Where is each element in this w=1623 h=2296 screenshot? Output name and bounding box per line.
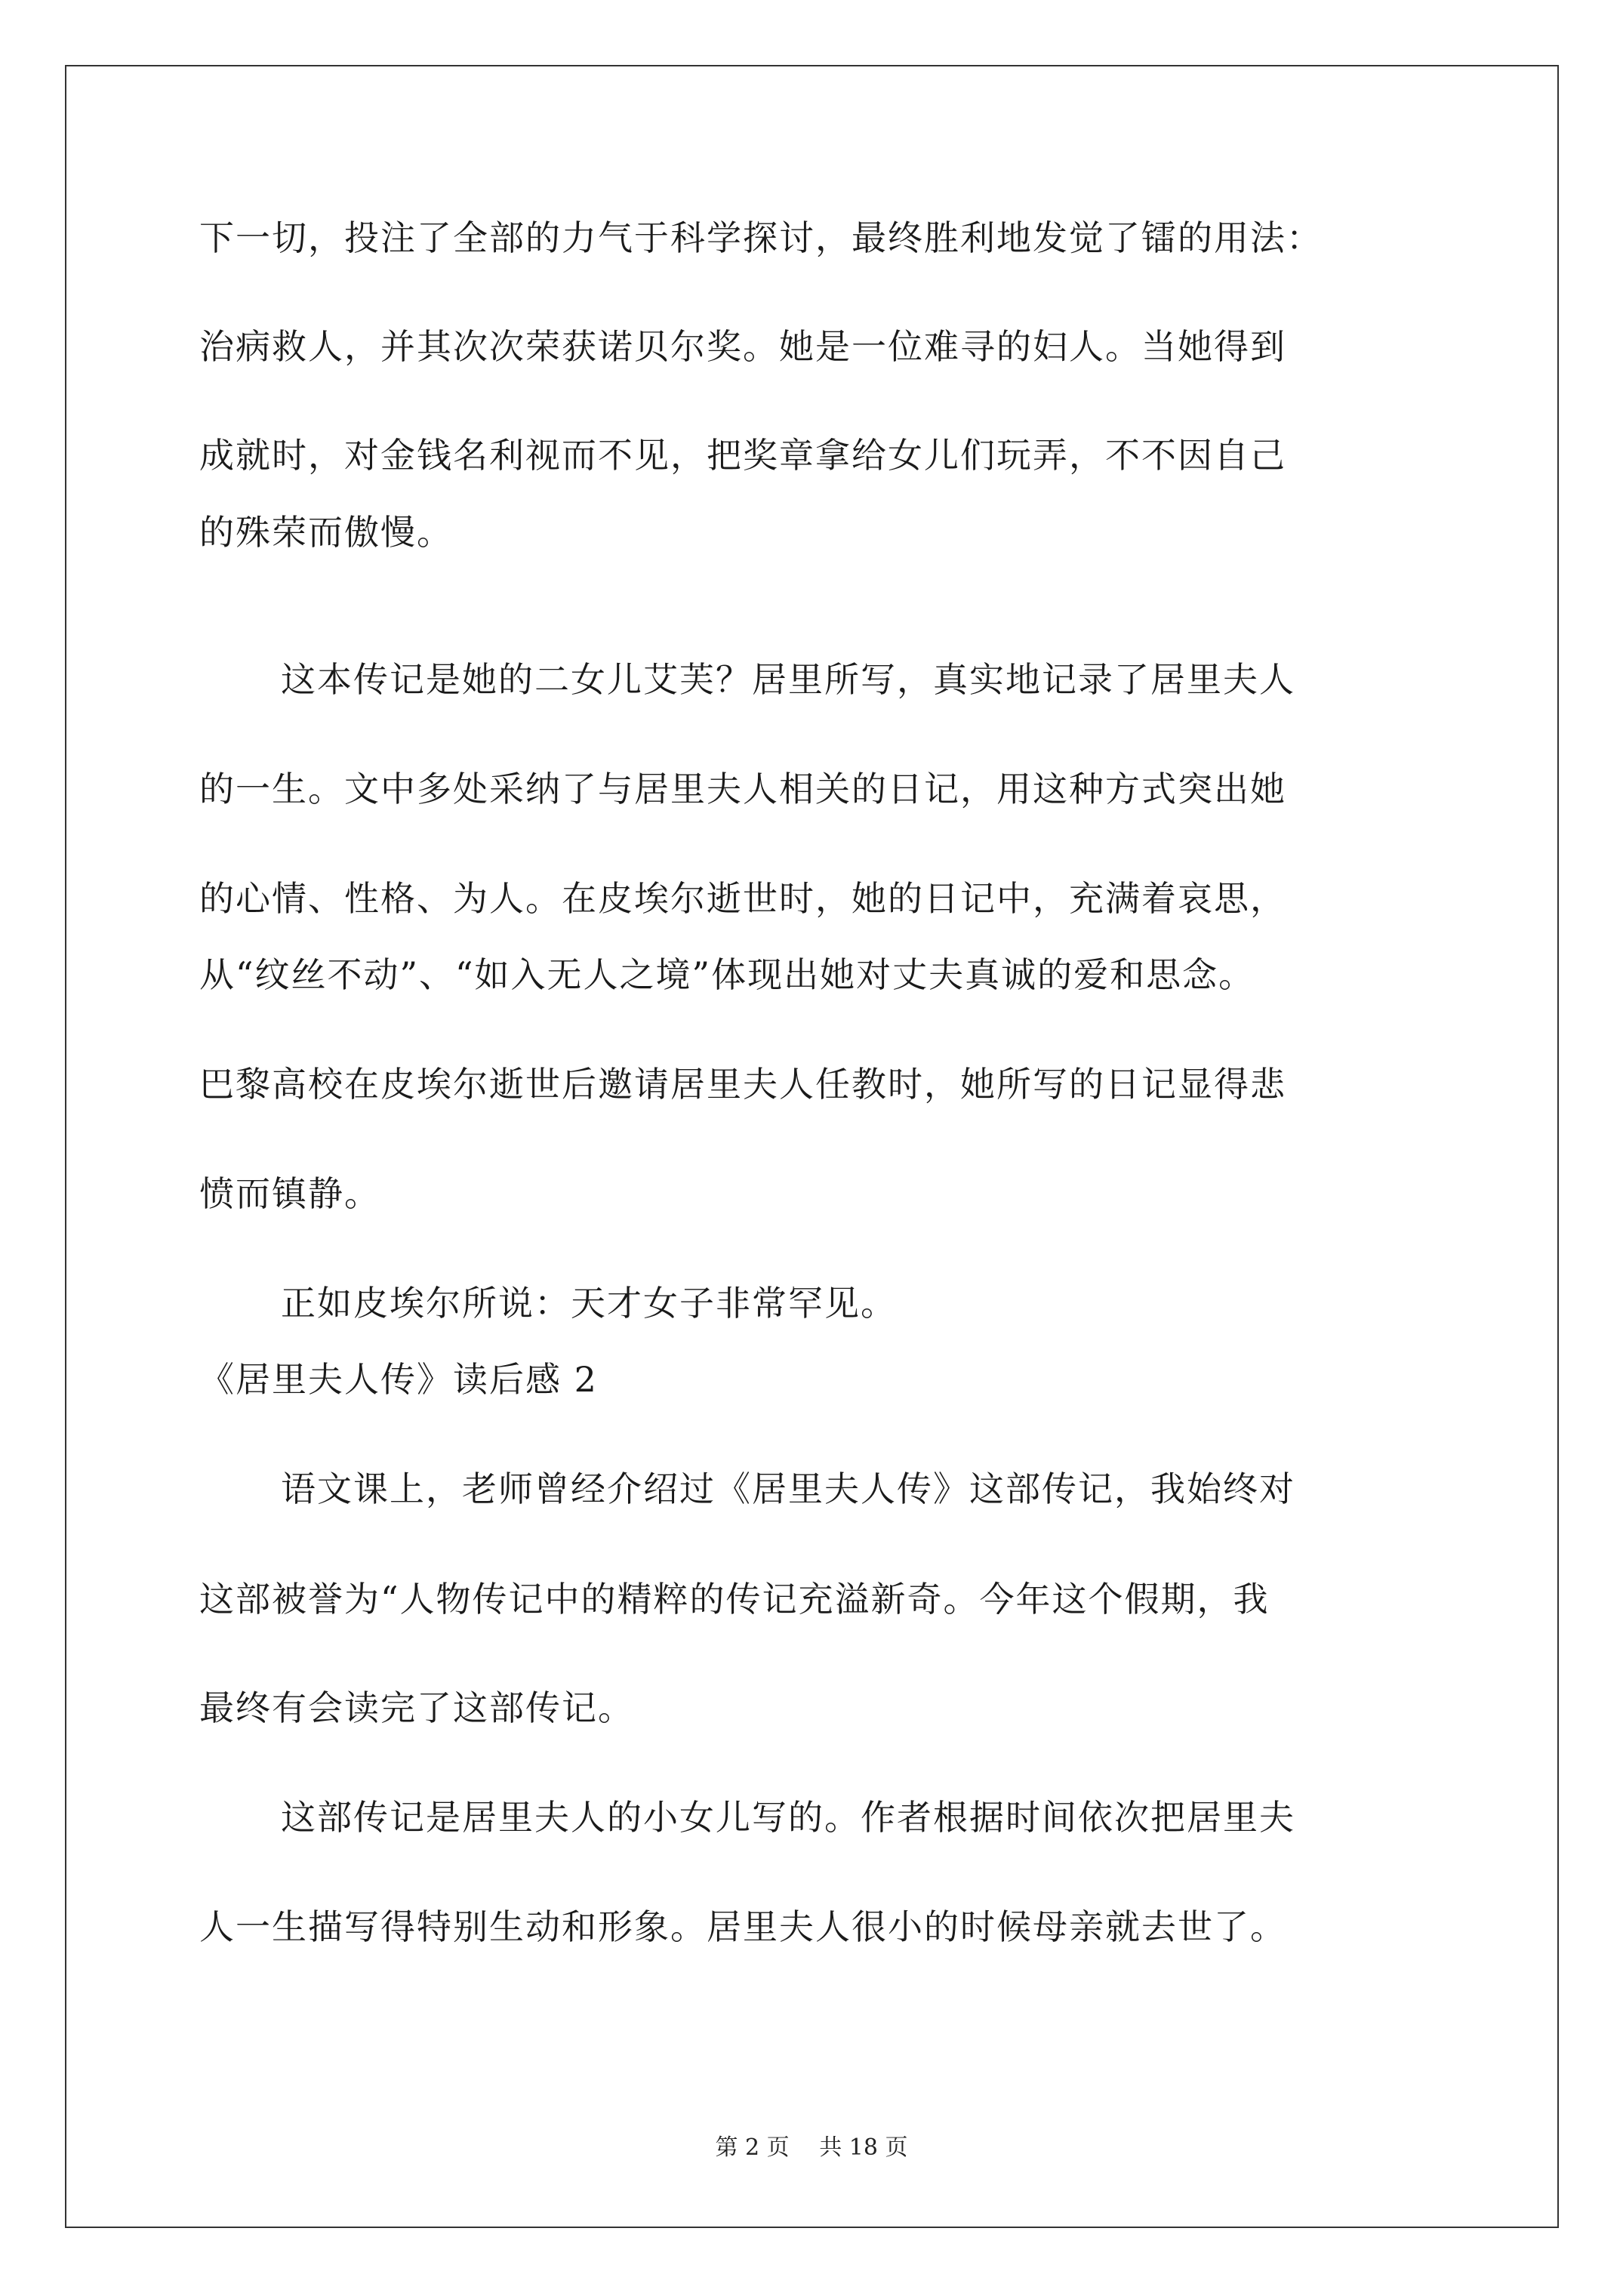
text-line-5: 这本传记是她的二女儿艾芙？居里所写，真实地记录了居里夫人 <box>281 659 1295 700</box>
text-line-6: 的一生。文中多处采纳了与居里夫人相关的日记，用这种方式突出她 <box>199 769 1286 809</box>
text-line-1: 下一切，投注了全部的力气于科学探讨，最终胜利地发觉了镭的用法： <box>199 217 1323 258</box>
text-line-11: 正如皮埃尔所说：天才女子非常罕见。 <box>281 1283 897 1324</box>
text-line-17: 人一生描写得特别生动和形象。居里夫人很小的时候母亲就去世了。 <box>199 1906 1286 1947</box>
text-line-3: 成就时，对金钱名利视而不见，把奖章拿给女儿们玩弄，不不因自己 <box>199 435 1286 476</box>
text-line-4: 的殊荣而傲慢。 <box>199 512 453 553</box>
section-heading: 《居里夫人传》读后感 2 <box>199 1359 598 1400</box>
text-line-9: 巴黎高校在皮埃尔逝世后邀请居里夫人任教时，她所写的日记显得悲 <box>199 1064 1286 1105</box>
text-line-16: 这部传记是居里夫人的小女儿写的。作者根据时间依次把居里夫 <box>281 1797 1295 1838</box>
text-line-10: 愤而镇静。 <box>199 1173 380 1214</box>
text-line-7: 的心情、性格、为人。在皮埃尔逝世时，她的日记中，充满着哀思， <box>199 878 1286 919</box>
text-line-14: 这部被誉为“人物传记中的精粹的传记充溢新奇。今年这个假期，我 <box>199 1579 1270 1620</box>
text-line-15: 最终有会读完了这部传记。 <box>199 1687 634 1728</box>
text-line-13: 语文课上，老师曾经介绍过《居里夫人传》这部传记，我始终对 <box>281 1469 1295 1509</box>
text-line-8: 从“纹丝不动”、“如入无人之境”体现出她对丈夫真诚的爱和思念。 <box>199 954 1255 995</box>
page-number-footer: 第 2 页 共 18 页 <box>715 2134 908 2161</box>
text-line-2: 治病救人，并其次次荣获诺贝尔奖。她是一位难寻的妇人。当她得到 <box>199 326 1286 367</box>
